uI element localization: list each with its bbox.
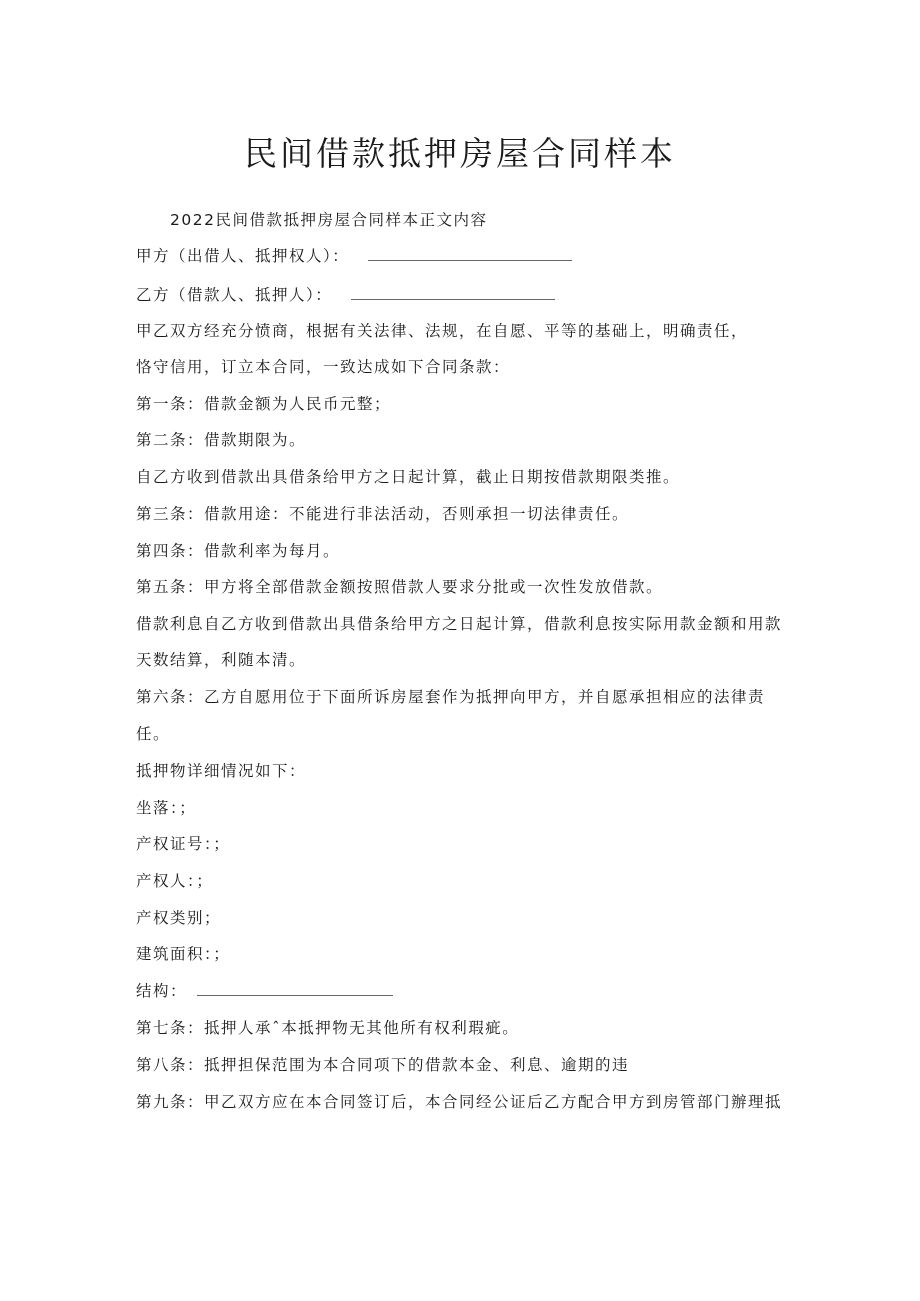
collateral-owner: 产权人：； <box>136 872 214 890</box>
collateral-property-type: 产权类别； <box>136 909 222 927</box>
clause-1: 第一条：借款金额为人民币元整； <box>136 395 392 413</box>
collateral-structure-line <box>136 981 393 1001</box>
document-title: 民间借款抵押房屋合同样本 <box>244 134 676 173</box>
document-subtitle: 2022民间借款抵押房屋合同样本正文内容 <box>170 211 488 229</box>
clause-3: 第三条：借款用途：不能进行非法活动，否则承担一切法律责任。 <box>136 505 630 523</box>
clause-9: 第九条：甲乙双方应在本合同签订后，本合同经公证后乙方配合甲方到房管部门辦理抵 <box>136 1093 783 1111</box>
body-line: 任。 <box>136 725 171 743</box>
body-line: 天数结算，利随本清。 <box>136 651 307 669</box>
party-b-label: 乙方（借款人、抵押人）： <box>136 286 333 304</box>
body-line: 自乙方收到借款出具借条给甲方之日起计算，截止日期按借款期限类推。 <box>136 468 681 486</box>
collateral-location: 坐落：； <box>136 799 197 817</box>
party-b-blank <box>351 285 555 300</box>
party-b-line <box>136 285 555 305</box>
clause-2: 第二条：借款期限为。 <box>136 431 307 449</box>
body-line: 借款利息自乙方收到借款出具借条给甲方之日起计算，借款利息按实际用款金额和用款 <box>136 615 783 633</box>
collateral-heading: 抵押物详细情况如下： <box>136 762 307 780</box>
structure-blank <box>197 981 393 996</box>
party-a-line <box>136 246 572 266</box>
collateral-certificate-no: 产权证号：； <box>136 835 231 853</box>
clause-4: 第四条：借款利率为每月。 <box>136 542 341 560</box>
body-line: 甲乙双方经充分愤商，根据有关法律、法规，在自愿、平等的基础上，明确责任， <box>136 322 749 340</box>
party-a-blank <box>368 246 572 261</box>
collateral-area: 建筑面积：； <box>136 945 231 963</box>
body-line: 恪守信用，订立本合同，一致达成如下合同条款： <box>136 358 511 376</box>
clause-8: 第八条：抵押担保范围为本合同项下的借款本金、利息、逾期的违 <box>136 1056 630 1074</box>
structure-label: 结构： <box>136 982 188 1000</box>
clause-5: 第五条：甲方将全部借款金额按照借款人要求分批或一次性发放借款。 <box>136 578 664 596</box>
clause-6: 第六条：乙方自愿用位于下面所诉房屋套作为抵押向甲方，并自愿承担相应的法律责 <box>136 688 766 706</box>
clause-7: 第七条：抵押人承ˆ本抵押物无其他所有权利瑕疵。 <box>136 1019 520 1037</box>
party-a-label: 甲方（出借人、抵押权人）： <box>136 247 350 265</box>
